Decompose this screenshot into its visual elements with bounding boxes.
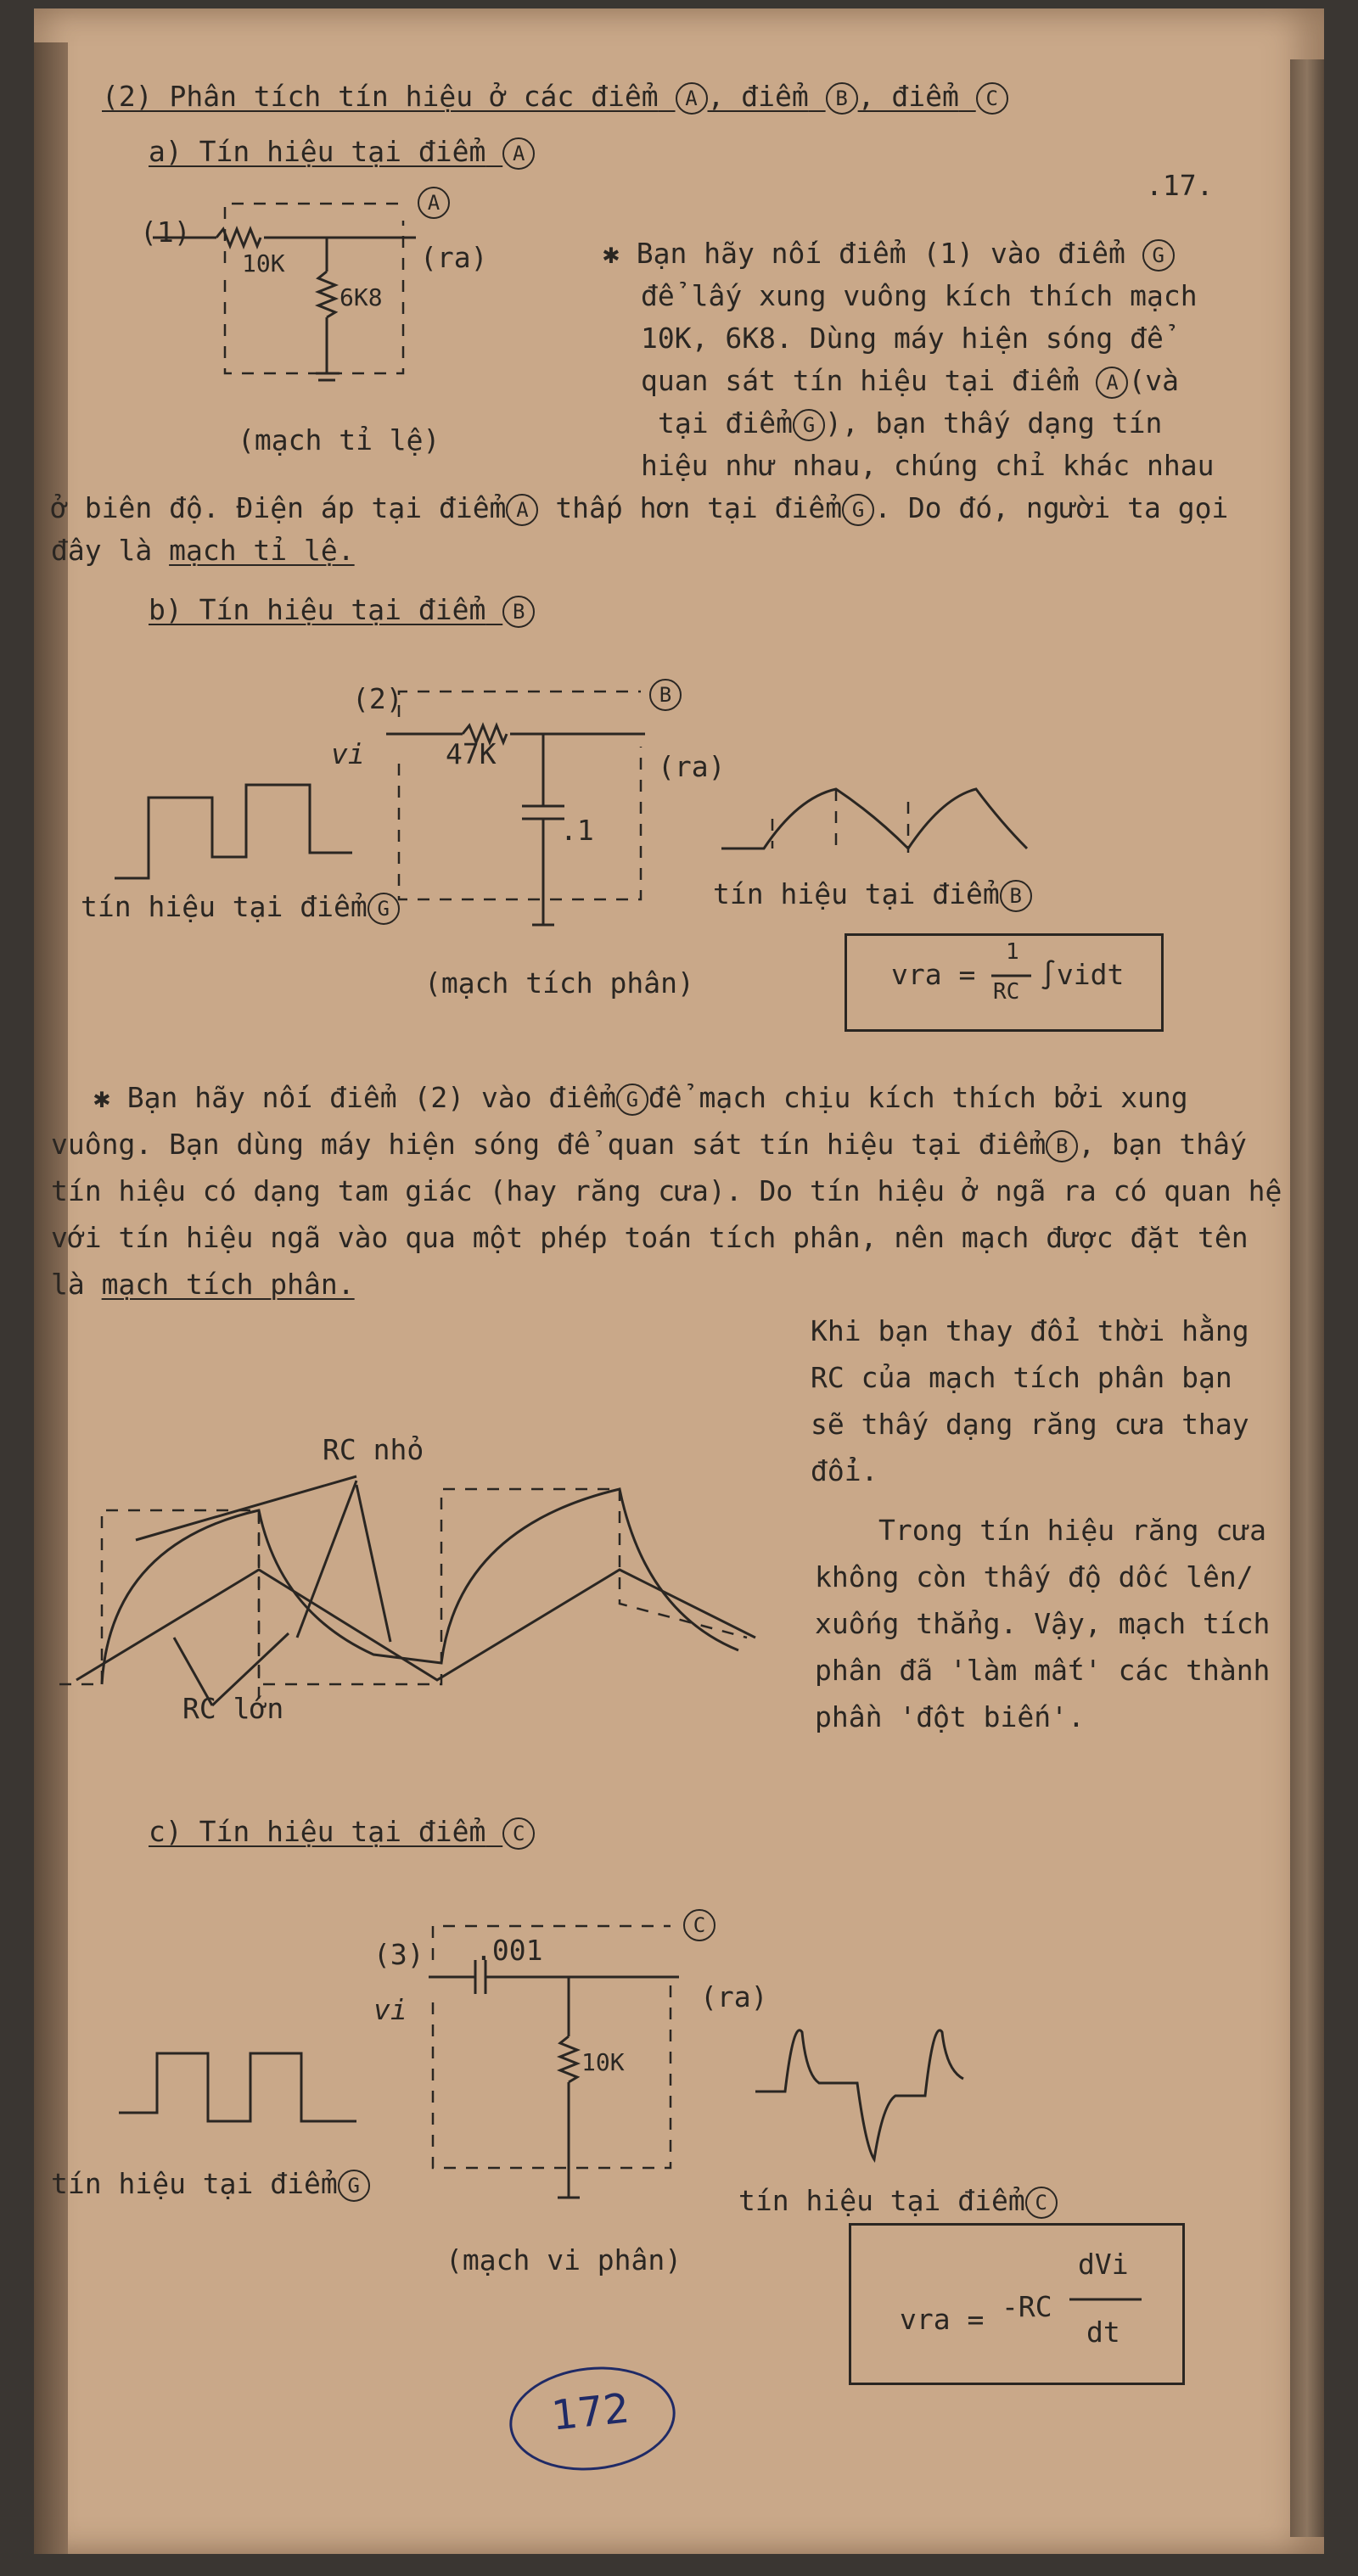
b-sig-out-point: B [1000, 880, 1032, 912]
a-text-7: ở biên độ. Điện áp tại điểm [51, 491, 507, 524]
a-text-line-3: 10K, 6K8. Dùng máy hiện sóng để [641, 322, 1164, 355]
diff-formula-rc: -RC [1002, 2290, 1052, 2323]
circuit-c-cap: .001 [475, 1934, 543, 1967]
b-para-1-tail: để mạch chịu kích thích bởi xung [648, 1081, 1188, 1114]
circuit-c-out-label: (ra) [700, 1980, 768, 2013]
integral-formula-den: RC [993, 979, 1020, 1005]
rc-small-label: RC nhỏ [323, 1433, 424, 1466]
b-sig-in-text: tín hiệu tại điểm [81, 890, 368, 923]
point-c-circle: C [976, 82, 1008, 115]
b-para-5-text: là [51, 1268, 85, 1301]
a-text-5: tại điểm [658, 406, 793, 440]
side-text-4: đổi. [811, 1454, 878, 1487]
b-para-4: với tín hiệu ngã vào qua một phép toán tích phân, nên mạch được đặt tên [51, 1221, 1249, 1254]
side-text-5: Trong tín hiệu răng cưa [878, 1514, 1266, 1547]
a-text-4-point: A [1096, 367, 1128, 399]
integral-formula-lhs: vra = [891, 958, 976, 991]
diff-formula-num: dVi [1078, 2248, 1129, 2281]
side-text-8: phân đã 'làm mất' các thành [815, 1654, 1271, 1687]
a-text-7-point2: G [842, 494, 874, 526]
a-text-1-point: G [1142, 239, 1175, 272]
circuit-b-out-label: (ra) [658, 750, 726, 783]
b-para-2-tail: , bạn thấy [1078, 1128, 1247, 1161]
a-text-line-2: để lấy xung vuông kích thích mạch [641, 279, 1198, 312]
side-text-6: không còn thấy độ dốc lên/ [815, 1560, 1254, 1593]
b-sig-out-text: tín hiệu tại điểm [713, 877, 1000, 910]
c-sig-in-text: tín hiệu tại điểm [51, 2167, 338, 2200]
b-para-2-point: B [1046, 1130, 1078, 1162]
circuit-b-point: B [649, 679, 682, 711]
diff-formula-den: dt [1086, 2316, 1120, 2349]
a-text-4-tail: (và [1128, 364, 1180, 397]
circuit-b-caption: (mạch tích phân) [424, 966, 694, 1000]
a-text-1: ✱ Bạn hãy nối điểm (1) vào điểm [603, 237, 1125, 270]
section-title-text: (2) Phân tích tín hiệu ở các điểm [102, 80, 659, 113]
c-sig-out-point: C [1025, 2187, 1058, 2219]
side-text-2: RC của mạch tích phân bạn [811, 1361, 1232, 1394]
integral-formula-num: 1 [1006, 939, 1019, 965]
heading-b-text: b) Tín hiệu tại điểm [149, 593, 486, 626]
circuit-b-resistor: 47K [446, 737, 497, 770]
circuit-a-caption: (mạch tỉ lệ) [238, 423, 441, 456]
a-text-8: đây là [51, 534, 153, 567]
heading-b-point: B [502, 596, 535, 628]
heading-a-text: a) Tín hiệu tại điểm [149, 135, 486, 168]
a-text-line-6: hiệu như nhau, chúng chỉ khác nhau [641, 449, 1215, 482]
c-sig-out-text: tín hiệu tại điểm [738, 2184, 1025, 2217]
heading-c-point: C [502, 1817, 535, 1850]
circuit-c-caption: (mạch vi phân) [446, 2243, 682, 2276]
b-sig-in-point: G [368, 893, 400, 925]
circuit-a-resistor-top: 10K [242, 249, 285, 277]
a-text-7-tail: . Do đó, người ta gọi [874, 491, 1229, 524]
b-para-1-text: ✱ Bạn hãy nối điểm (2) vào điểm [93, 1081, 616, 1114]
circuit-c-point: C [683, 1909, 715, 1941]
circuit-c-resistor: 10K [581, 2048, 625, 2076]
circuit-c-in-label: (3) [373, 1938, 424, 1971]
circuit-c-vi: vi [373, 1993, 407, 2026]
printed-page-number: .17. [1146, 169, 1214, 202]
circuit-a-out-label: (ra) [420, 241, 488, 274]
b-para-2-text: vuông. Bạn dùng máy hiện sóng để quan sát tín hiệu tại điểm [51, 1128, 1047, 1161]
integral-formula-rhs: ∫vidt [1040, 958, 1125, 991]
circuit-b-vi: vi [331, 737, 365, 770]
side-text-9: phần 'đột biến'. [815, 1700, 1085, 1733]
diff-formula-lhs: vra = [900, 2303, 985, 2336]
b-para-3: tín hiệu có dạng tam giác (hay răng cưa). Do tín hiệu ở ngã ra có quan hệ [51, 1174, 1282, 1207]
section-sep-1: , điểm [707, 80, 809, 113]
a-text-7-mid: thấp hơn tại điểm [555, 491, 843, 524]
b-para-5-term: mạch tích phân. [101, 1268, 355, 1301]
rc-large-label: RC lớn [182, 1692, 284, 1725]
side-text-1: Khi bạn thay đổi thời hằng [811, 1314, 1249, 1347]
side-text-7: xuống thẳng. Vậy, mạch tích [815, 1607, 1271, 1640]
c-sig-in-point: G [338, 2170, 370, 2202]
heading-c-text: c) Tín hiệu tại điểm [149, 1815, 486, 1848]
a-text-5-tail: ), bạn thấy dạng tín [824, 406, 1163, 440]
handwritten-page-number: 172 [549, 2384, 632, 2440]
circuit-b-in-label: (2) [352, 682, 403, 715]
a-text-7-point: A [506, 494, 538, 526]
a-text-4: quan sát tín hiệu tại điểm [641, 364, 1080, 397]
a-text-8-term: mạch tỉ lệ. [169, 534, 355, 567]
circuit-a-in-label: (1) [140, 216, 191, 249]
section-sep-2: , điểm [857, 80, 959, 113]
circuit-b-cap: .1 [560, 814, 594, 847]
point-b-circle: B [826, 82, 858, 115]
circuit-a-point: A [418, 187, 450, 219]
circuit-a-resistor-side: 6K8 [340, 283, 383, 311]
heading-a-point: A [502, 137, 535, 170]
a-text-5-point: G [793, 409, 825, 441]
point-a-circle: A [676, 82, 708, 115]
side-text-3: sẽ thấy dạng răng cưa thay [811, 1408, 1249, 1441]
b-para-1-point: G [616, 1084, 648, 1116]
